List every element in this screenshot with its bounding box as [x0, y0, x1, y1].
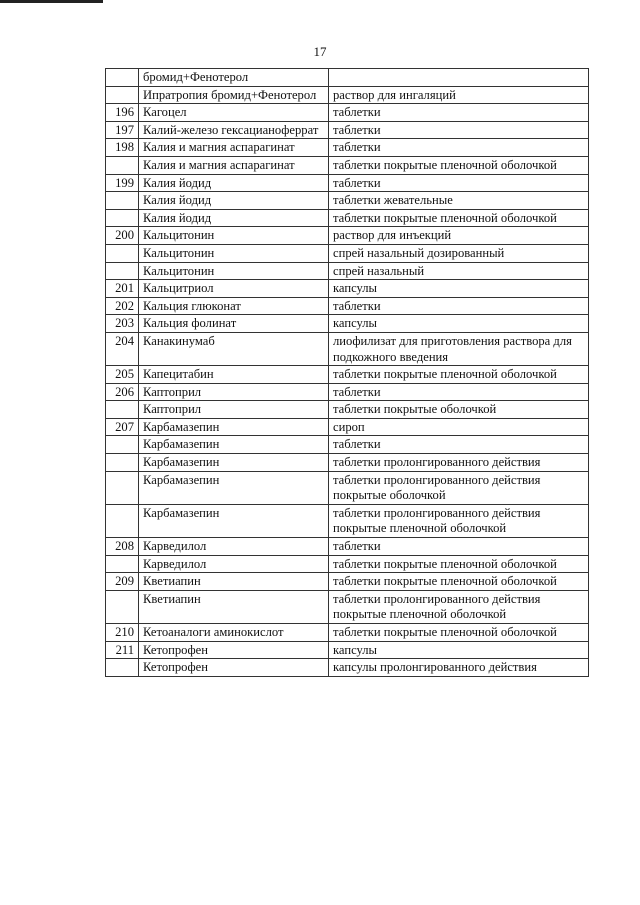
drug-name: Калия йодид — [139, 192, 329, 210]
dosage-form: спрей назальный — [329, 262, 589, 280]
dosage-form: капсулы — [329, 641, 589, 659]
drug-name: Карбамазепин — [139, 436, 329, 454]
drug-name: Канакинумаб — [139, 332, 329, 365]
drug-name: Калия йодид — [139, 174, 329, 192]
drug-name: Каптоприл — [139, 401, 329, 419]
row-number: 205 — [106, 366, 139, 384]
dosage-form: таблетки покрытые пленочной оболочкой — [329, 156, 589, 174]
table-row — [106, 280, 589, 298]
row-number: 207 — [106, 418, 139, 436]
table-row — [106, 366, 589, 384]
row-number: 201 — [106, 280, 139, 298]
drug-name: Кальция глюконат — [139, 297, 329, 315]
table-row — [106, 121, 589, 139]
drug-name: Кетопрофен — [139, 641, 329, 659]
row-number: 206 — [106, 383, 139, 401]
table-row — [106, 659, 589, 677]
drug-name: Калия и магния аспарагинат — [139, 139, 329, 157]
row-number — [106, 401, 139, 419]
row-number: 211 — [106, 641, 139, 659]
drug-name: Кальцитонин — [139, 262, 329, 280]
dosage-form: раствор для ингаляций — [329, 86, 589, 104]
table-row — [106, 436, 589, 454]
row-number — [106, 590, 139, 623]
dosage-form: сироп — [329, 418, 589, 436]
drug-name: Кветиапин — [139, 573, 329, 591]
row-number: 208 — [106, 538, 139, 556]
table-row — [106, 332, 589, 365]
table-row — [106, 192, 589, 210]
drug-name: Кальция фолинат — [139, 315, 329, 333]
top-border-line — [0, 0, 103, 3]
drug-name: Карведилол — [139, 555, 329, 573]
drug-name: Карведилол — [139, 538, 329, 556]
table-row — [106, 209, 589, 227]
table-row — [106, 555, 589, 573]
table-row — [106, 454, 589, 472]
row-number: 199 — [106, 174, 139, 192]
table-row — [106, 641, 589, 659]
table-row — [106, 104, 589, 122]
dosage-form: капсулы — [329, 280, 589, 298]
drug-name: Карбамазепин — [139, 418, 329, 436]
dosage-form: раствор для инъекций — [329, 227, 589, 245]
dosage-form: таблетки — [329, 383, 589, 401]
drug-name: Карбамазепин — [139, 454, 329, 472]
table-row — [106, 86, 589, 104]
dosage-form: таблетки покрытые пленочной оболочкой — [329, 209, 589, 227]
drug-name: Кетопрофен — [139, 659, 329, 677]
table-row — [106, 418, 589, 436]
drug-name: Кальцитриол — [139, 280, 329, 298]
dosage-form: таблетки — [329, 436, 589, 454]
drug-name: Кагоцел — [139, 104, 329, 122]
table-row — [106, 69, 589, 87]
dosage-form: таблетки покрытые пленочной оболочкой — [329, 624, 589, 642]
table-row — [106, 262, 589, 280]
dosage-form: таблетки — [329, 104, 589, 122]
drug-name: Кальцитонин — [139, 227, 329, 245]
row-number — [106, 192, 139, 210]
table-row — [106, 156, 589, 174]
row-number — [106, 69, 139, 87]
drug-name: Кетоаналоги аминокислот — [139, 624, 329, 642]
dosage-form: лиофилизат для приготовления раствора для подкожного введения — [329, 332, 589, 365]
drug-name: Карбамазепин — [139, 504, 329, 537]
table-row — [106, 504, 589, 537]
table-row — [106, 139, 589, 157]
dosage-form: таблетки покрытые пленочной оболочкой — [329, 555, 589, 573]
drug-name: Ипратропия бромид+Фенотерол — [139, 86, 329, 104]
drug-name: Калия йодид — [139, 209, 329, 227]
table-row — [106, 471, 589, 504]
row-number — [106, 454, 139, 472]
row-number — [106, 659, 139, 677]
row-number: 198 — [106, 139, 139, 157]
table-row — [106, 297, 589, 315]
row-number: 197 — [106, 121, 139, 139]
row-number — [106, 262, 139, 280]
drug-name: Калий-железо гексацианоферрат — [139, 121, 329, 139]
table-row — [106, 244, 589, 262]
table-row — [106, 573, 589, 591]
table-row — [106, 174, 589, 192]
row-number — [106, 156, 139, 174]
dosage-form — [329, 69, 589, 87]
drug-table-body — [106, 69, 589, 677]
row-number — [106, 244, 139, 262]
row-number — [106, 471, 139, 504]
row-number: 209 — [106, 573, 139, 591]
dosage-form: таблетки — [329, 139, 589, 157]
drug-name: Карбамазепин — [139, 471, 329, 504]
drug-name: Кальцитонин — [139, 244, 329, 262]
dosage-form: таблетки пролонгированного действия покрытые оболочкой — [329, 471, 589, 504]
drug-name: Калия и магния аспарагинат — [139, 156, 329, 174]
row-number: 196 — [106, 104, 139, 122]
drug-name: Капецитабин — [139, 366, 329, 384]
row-number — [106, 504, 139, 537]
dosage-form: спрей назальный дозированный — [329, 244, 589, 262]
dosage-form: таблетки — [329, 297, 589, 315]
dosage-form: таблетки покрытые оболочкой — [329, 401, 589, 419]
row-number: 210 — [106, 624, 139, 642]
row-number: 200 — [106, 227, 139, 245]
page-number: 17 — [313, 44, 327, 59]
row-number: 203 — [106, 315, 139, 333]
table-row — [106, 624, 589, 642]
dosage-form: таблетки покрытые пленочной оболочкой — [329, 366, 589, 384]
table-row — [106, 383, 589, 401]
drug-name: Каптоприл — [139, 383, 329, 401]
table-row — [106, 227, 589, 245]
dosage-form: капсулы — [329, 315, 589, 333]
dosage-form: таблетки жевательные — [329, 192, 589, 210]
table-row — [106, 401, 589, 419]
table-row — [106, 315, 589, 333]
dosage-form: капсулы пролонгированного действия — [329, 659, 589, 677]
dosage-form: таблетки — [329, 174, 589, 192]
row-number: 202 — [106, 297, 139, 315]
dosage-form: таблетки покрытые пленочной оболочкой — [329, 573, 589, 591]
row-number — [106, 436, 139, 454]
table-row — [106, 590, 589, 623]
row-number — [106, 86, 139, 104]
row-number — [106, 555, 139, 573]
dosage-form: таблетки пролонгированного действия покрытые пленочной оболочкой — [329, 590, 589, 623]
drug-name: бромид+Фенотерол — [139, 69, 329, 87]
table-row — [106, 538, 589, 556]
row-number — [106, 209, 139, 227]
drug-table — [105, 68, 589, 677]
dosage-form: таблетки — [329, 538, 589, 556]
row-number: 204 — [106, 332, 139, 365]
dosage-form: таблетки пролонгированного действия — [329, 454, 589, 472]
drug-name: Кветиапин — [139, 590, 329, 623]
dosage-form: таблетки — [329, 121, 589, 139]
dosage-form: таблетки пролонгированного действия покрытые пленочной оболочкой — [329, 504, 589, 537]
